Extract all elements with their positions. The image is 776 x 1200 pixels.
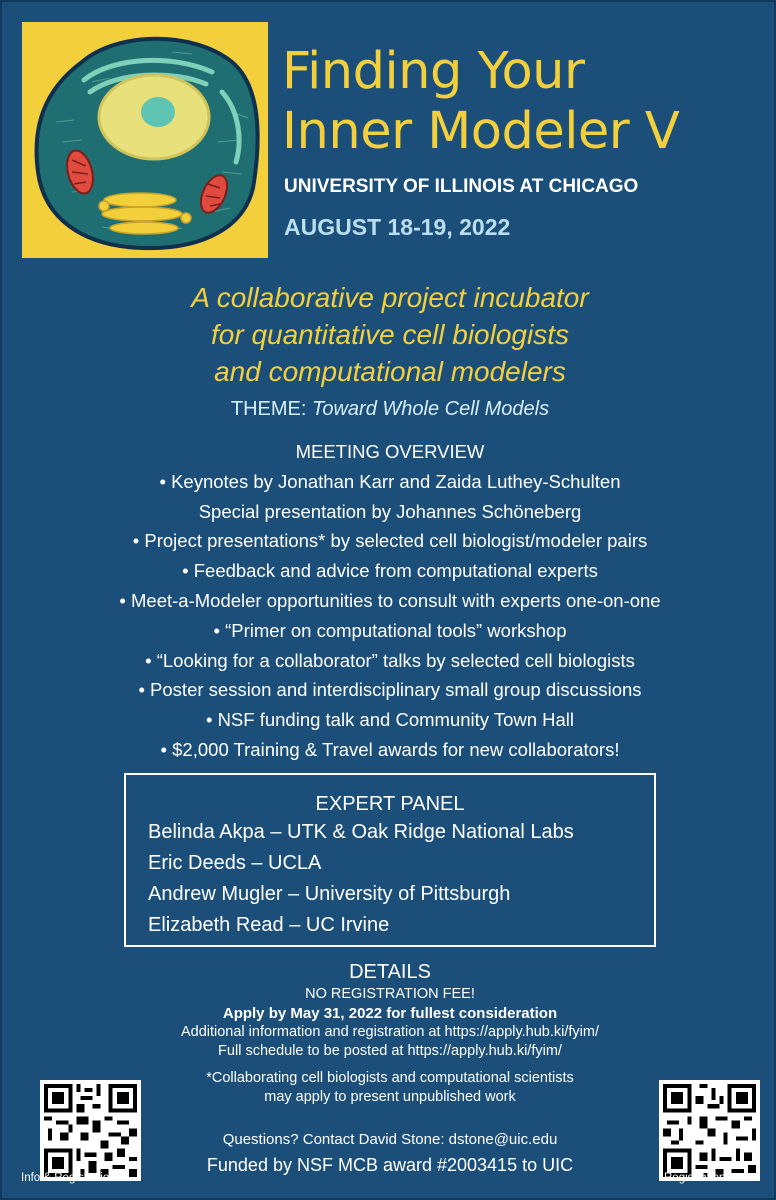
panel-member: Andrew Mugler – University of Pittsburgh — [148, 883, 511, 905]
cell-drawing — [22, 22, 268, 258]
event-dates: AUGUST 18-19, 2022 — [284, 214, 511, 240]
panel-heading: EXPERT PANEL — [315, 793, 465, 815]
nucleolus — [141, 97, 175, 127]
details-heading: DETAILS — [349, 961, 431, 983]
overview-item: Special presentation by Johannes Schöneberg — [198, 500, 582, 522]
qr-label-registration: Registration — [664, 1172, 726, 1184]
application-deadline: Apply by May 31, 2022 for fullest consideration — [222, 1005, 558, 1022]
meeting-overview — [2, 437, 776, 765]
funding-line: Funded by NSF MCB award #2003415 to UIC — [206, 1155, 574, 1175]
overview-item: • “Looking for a collaborator” talks by selected cell biologists — [145, 649, 635, 671]
panel-member: Belinda Akpa – UTK & Oak Ridge National Labs — [148, 821, 574, 843]
cell-illustration — [22, 22, 268, 258]
overview-item: • Poster session and interdisciplinary small group discussions — [138, 679, 642, 701]
qr-code-icon — [40, 1080, 141, 1181]
note-line-2: may apply to present unpublished work — [264, 1089, 516, 1105]
title-line-1: Finding Your — [282, 42, 585, 101]
qr-code-registration[interactable] — [659, 1080, 760, 1181]
schedule-info: Full schedule to be posted at https://apply.hub.ki/fyim/ — [218, 1043, 562, 1059]
theme-value: Toward Whole Cell Models — [311, 398, 550, 420]
registration-info: Additional information and registration at https://apply.hub.ki/fyim/ — [180, 1024, 600, 1040]
theme-label: THEME: — [230, 398, 307, 420]
page-title — [282, 42, 762, 162]
tagline — [2, 279, 776, 390]
qr-code-info-registration[interactable] — [40, 1080, 141, 1181]
overview-heading: MEETING OVERVIEW — [295, 441, 485, 462]
qr-code-icon — [659, 1080, 760, 1181]
title-line-2: Inner Modeler V — [282, 102, 680, 161]
overview-item: • Meet-a-Modeler opportunities to consult with experts one-on-one — [119, 589, 661, 611]
qr-label-info-registration: Info & Registration — [21, 1172, 116, 1184]
tagline-line-1: A collaborative project incubator — [191, 282, 589, 313]
tagline-line-2: for quantitative cell biologists — [211, 319, 569, 350]
theme — [2, 398, 776, 421]
tagline-line-3: and computational modelers — [214, 356, 566, 387]
expert-panel — [124, 773, 656, 947]
overview-item: • Keynotes by Jonathan Karr and Zaida Luthey-Schulten — [159, 470, 621, 492]
university-name: UNIVERSITY OF ILLINOIS AT CHICAGO — [284, 176, 639, 197]
panel-member: Elizabeth Read – UC Irvine — [148, 914, 390, 936]
note-line-1: *Collaborating cell biologists and computational scientists — [206, 1070, 574, 1086]
overview-item: • Feedback and advice from computational experts — [182, 560, 598, 582]
overview-item: • Project presentations* by selected cell biologist/modeler pairs — [132, 530, 648, 552]
panel-member: Eric Deeds – UCLA — [148, 852, 322, 874]
overview-item: • NSF funding talk and Community Town Hall — [205, 709, 575, 731]
registration-fee: NO REGISTRATION FEE! — [305, 986, 475, 1002]
overview-item: • $2,000 Training & Travel awards for new collaborators! — [160, 738, 620, 760]
overview-item: • “Primer on computational tools” workshop — [213, 619, 567, 641]
contact-line: Questions? Contact David Stone: dstone@uic.edu — [222, 1131, 558, 1148]
